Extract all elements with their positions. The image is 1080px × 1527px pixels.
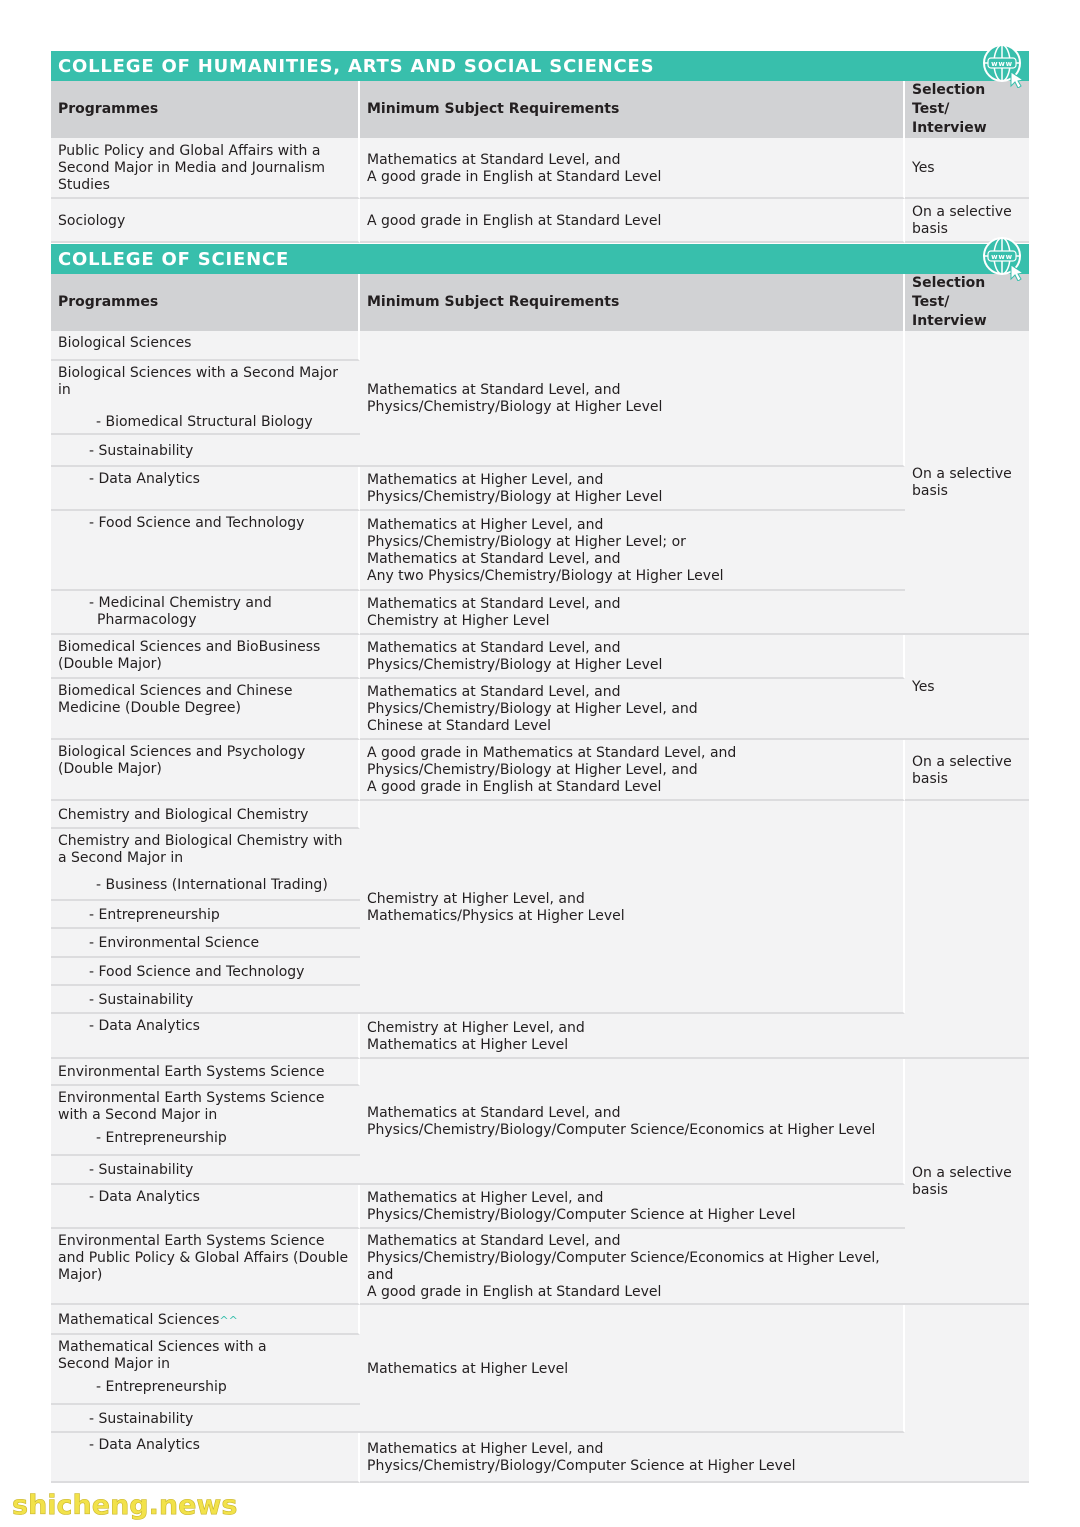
requirement-line: A good grade in English at Standard Level [367, 168, 662, 185]
programme-cell: - Food Science and Technology [51, 511, 360, 591]
requirement-cell [360, 635, 905, 679]
requirement-line: Mathematics at Standard Level, and [367, 596, 621, 612]
requirement-line: A good grade in English at Standard Level [367, 1284, 662, 1300]
requirement-line: Chemistry at Higher Level [367, 613, 550, 629]
sub-programme-label: - Biomedical Structural Biology [96, 414, 313, 430]
table-row [51, 1059, 1029, 1086]
requirement-line: Physics/Chemistry/Biology/Computer Science/Economics at Higher Level [367, 1122, 876, 1138]
requirement-cell [360, 591, 905, 635]
requirement-cell [360, 679, 905, 740]
requirement-line: A good grade in Mathematics at Standard Level, and [367, 745, 737, 761]
humanities-table [51, 81, 1029, 243]
sub-programme-label: - Entrepreneurship [96, 1130, 227, 1146]
requirement-cell [360, 740, 905, 801]
programme-cell: - Medicinal Chemistry and Pharmacology [51, 591, 360, 635]
table-row [51, 138, 1029, 199]
selection-cell: On a selective basis [905, 199, 1029, 243]
requirement-line: Physics/Chemistry/Biology/Computer Science at Higher Level [367, 1207, 796, 1223]
requirement-line: Physics/Chemistry/Biology/Computer Science at Higher Level [367, 1458, 796, 1474]
requirement-cell [360, 1059, 905, 1185]
programme-label: Mathematical Sciences with a Second Major in [58, 1339, 267, 1372]
header-selection: Selection Test/ Interview [905, 81, 1029, 138]
table-row [51, 511, 1029, 591]
watermark-text: shicheng.news [12, 1490, 238, 1521]
programme-cell: - Food Science and Technology [51, 958, 360, 986]
header-programmes: Programmes [51, 81, 360, 138]
requirement-cell [360, 138, 905, 199]
programme-cell: Environmental Earth Systems Science and Public Policy & Global Affairs (Double Major) [51, 1229, 360, 1305]
selection-cell: Yes [905, 635, 1029, 740]
requirement-line: Physics/Chemistry/Biology at Higher Level; or [367, 534, 686, 550]
selection-cell: On a selective basis [905, 331, 1029, 635]
programme-cell [51, 1335, 360, 1405]
programme-cell: - Data Analytics [51, 467, 360, 511]
programme-cell: - Environmental Science [51, 929, 360, 958]
programme-cell: Biological Sciences and Psychology (Double Major) [51, 740, 360, 801]
requirement-line: Mathematics at Higher Level [367, 1036, 569, 1053]
requirement-cell [360, 801, 905, 1014]
svg-text:www: www [991, 253, 1013, 261]
requirement-cell [360, 1305, 905, 1433]
programme-cell: - Entrepreneurship [51, 901, 360, 929]
table-row [51, 1305, 1029, 1335]
programme-cell: Public Policy and Global Affairs with a Second Major in Media and Journalism Studies [51, 138, 360, 199]
science-table [51, 274, 1029, 1483]
requirement-line: Physics/Chemistry/Biology at Higher Level [367, 399, 663, 415]
humanities-title: COLLEGE OF HUMANITIES, ARTS AND SOCIAL SCIENCES [58, 56, 655, 77]
table-row [51, 591, 1029, 635]
sub-programme-label: - Entrepreneurship [96, 1379, 227, 1395]
programme-cell: Sociology [51, 199, 360, 243]
table-row [51, 1185, 1029, 1229]
programme-cell: Biomedical Sciences and BioBusiness (Double Major) [51, 635, 360, 679]
www-globe-cursor-icon[interactable] [981, 235, 1027, 281]
science-title: COLLEGE OF SCIENCE [58, 249, 290, 270]
table-row [51, 740, 1029, 801]
programme-cell: - Sustainability [51, 986, 360, 1014]
table-row [51, 1433, 1029, 1483]
sub-programme-label: - Business (International Trading) [96, 877, 328, 893]
header-programmes: Programmes [51, 274, 360, 331]
requirement-line: Physics/Chemistry/Biology at Higher Level, and [367, 701, 698, 717]
requirement-cell [360, 199, 905, 243]
requirement-line: Mathematics at Standard Level, and [367, 640, 621, 656]
programme-cell: - Data Analytics [51, 1014, 360, 1059]
programme-label: Chemistry and Biological Chemistry with a Second Major in [58, 833, 343, 866]
requirement-line: A good grade in English at Standard Level [367, 779, 662, 795]
header-requirements: Minimum Subject Requirements [360, 274, 905, 331]
table-row [51, 331, 1029, 361]
programme-cell: Biomedical Sciences and Chinese Medicine (Double Degree) [51, 679, 360, 740]
svg-text:www: www [991, 60, 1013, 68]
requirement-cell [360, 1229, 905, 1305]
requirement-line: Physics/Chemistry/Biology/Computer Science/Economics at Higher Level, and [367, 1250, 880, 1283]
requirement-cell [360, 511, 905, 591]
programme-cell: - Sustainability [51, 1156, 360, 1185]
programme-cell: Environmental Earth Systems Science [51, 1059, 360, 1086]
table-row [51, 801, 1029, 829]
requirement-line: Physics/Chemistry/Biology at Higher Level [367, 657, 663, 673]
table-row [51, 635, 1029, 679]
programme-label: Environmental Earth Systems Science with a Second Major in [58, 1090, 325, 1123]
programme-cell: - Data Analytics [51, 1185, 360, 1229]
selection-cell: On a selective basis [905, 1059, 1029, 1305]
table-row [51, 199, 1029, 243]
programme-cell: - Data Analytics [51, 1433, 360, 1483]
requirement-line: Mathematics at Higher Level, and [367, 1190, 604, 1206]
requirement-cell [360, 331, 905, 467]
science-title-bar [51, 244, 1029, 274]
table-row [51, 467, 1029, 511]
requirement-line: Any two Physics/Chemistry/Biology at Higher Level [367, 568, 724, 584]
programme-label: Biological Sciences with a Second Major in [58, 365, 338, 398]
requirement-line: Mathematics at Standard Level, and [367, 382, 621, 398]
programme-cell [51, 361, 360, 435]
footnote-mark: ^^ [219, 1313, 238, 1327]
selection-cell [905, 1305, 1029, 1483]
requirement-line: Mathematics at Standard Level, and [367, 1105, 621, 1121]
programme-label: Mathematical Sciences [58, 1311, 220, 1328]
requirement-cell [360, 1014, 905, 1059]
table-row [51, 1014, 1029, 1059]
requirement-line: Mathematics at Standard Level, and [367, 684, 621, 700]
www-globe-cursor-icon[interactable] [981, 42, 1027, 88]
requirement-line: Mathematics at Standard Level, and [367, 551, 621, 567]
requirement-cell [360, 1185, 905, 1229]
selection-cell: On a selective basis [905, 740, 1029, 801]
header-requirements: Minimum Subject Requirements [360, 81, 905, 138]
requirement-line: Physics/Chemistry/Biology at Higher Level, and [367, 762, 698, 778]
requirement-line: Mathematics at Higher Level [367, 1360, 569, 1377]
requirement-line: Mathematics at Higher Level, and [367, 472, 604, 488]
programme-cell: Chemistry and Biological Chemistry [51, 801, 360, 829]
programme-cell [51, 1305, 360, 1335]
selection-cell: Yes [905, 138, 1029, 199]
programme-cell [51, 1086, 360, 1156]
humanities-title-bar [51, 51, 1029, 81]
selection-cell [905, 801, 1029, 1059]
programme-cell: - Sustainability [51, 1405, 360, 1433]
table-row [51, 1229, 1029, 1305]
table-row [51, 679, 1029, 740]
programme-cell [51, 829, 360, 901]
requirement-line: Chemistry at Higher Level, and [367, 890, 585, 907]
requirement-line: Mathematics/Physics at Higher Level [367, 907, 625, 924]
requirement-line: Mathematics at Standard Level, and [367, 1233, 621, 1249]
requirement-line: A good grade in English at Standard Level [367, 212, 662, 229]
programme-cell: - Sustainability [51, 435, 360, 467]
science-section [51, 244, 1029, 1483]
humanities-section [51, 51, 1029, 243]
requirement-cell [360, 467, 905, 511]
requirement-cell [360, 1433, 905, 1483]
requirement-line: Mathematics at Higher Level, and [367, 1441, 604, 1457]
requirement-line: Mathematics at Standard Level, and [367, 151, 621, 168]
header-selection: Selection Test/ Interview [905, 274, 1029, 331]
requirement-line: Mathematics at Higher Level, and [367, 517, 604, 533]
programme-cell: Biological Sciences [51, 331, 360, 361]
requirement-line: Chinese at Standard Level [367, 718, 551, 734]
requirement-line: Chemistry at Higher Level, and [367, 1019, 585, 1036]
requirement-line: Physics/Chemistry/Biology at Higher Level [367, 489, 663, 505]
